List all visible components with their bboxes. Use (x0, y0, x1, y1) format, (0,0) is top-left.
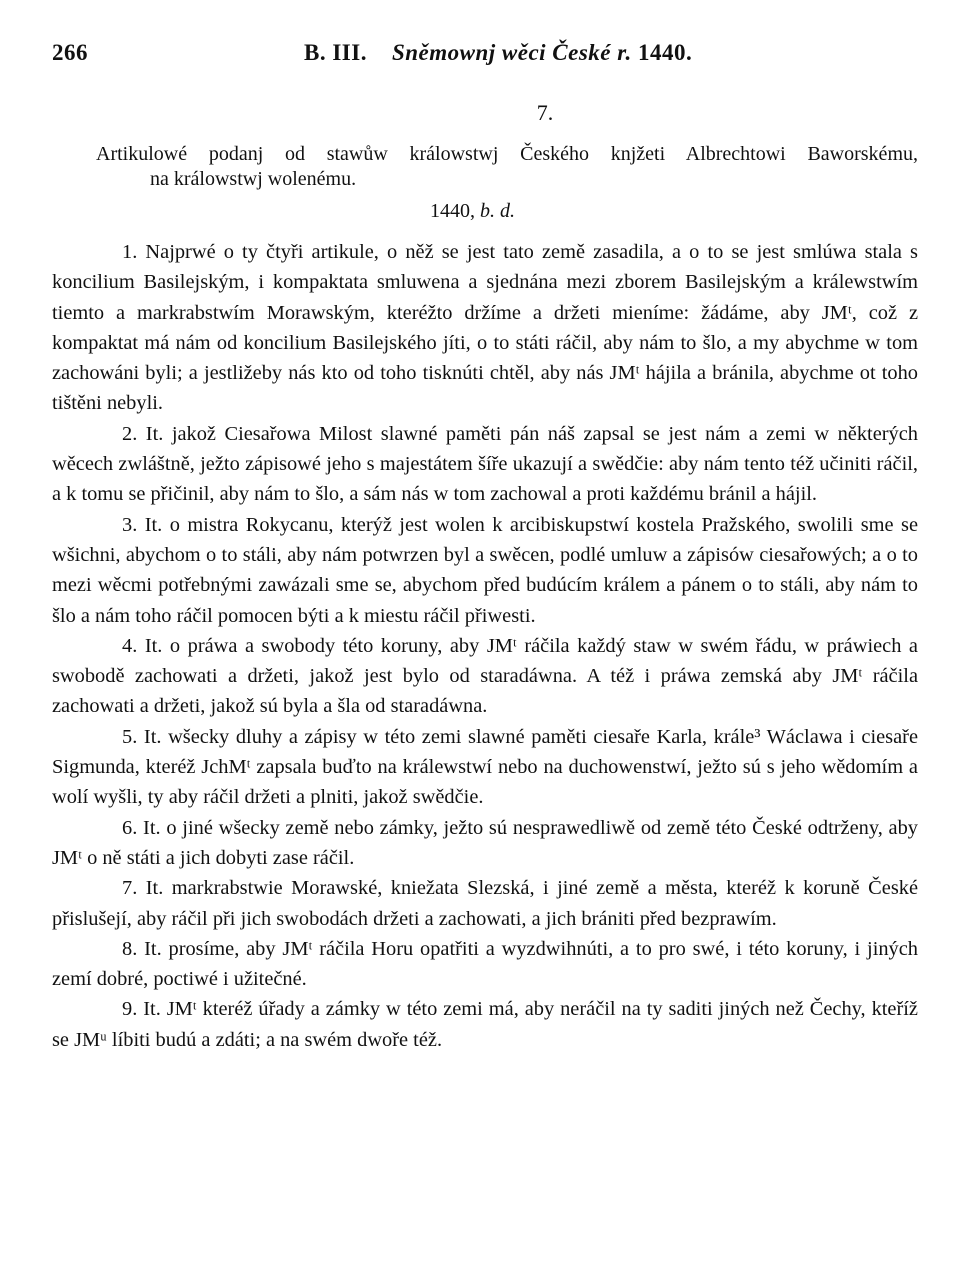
document-number: 7. (536, 100, 554, 125)
document-title-line-1: Artikulowé podanj od stawůw králowstwj Českého knjžeti Albrechtowi Baworskému, (96, 143, 918, 165)
article-paragraph: 9. It. JMᵗ kteréž úřady a zámky w této zemi má, aby neráčil na ty saditi jiných než Čechy, kteříž se JMᵘ líbiti budú a zdáti; a na swém dwoře též. (52, 998, 918, 1051)
running-year: 1440. (637, 40, 693, 65)
document-title (52, 142, 918, 192)
article-paragraph: 3. It. o mistra Rokycanu, kterýž jest wolen k arcibiskupstwí kostela Pražského, swolili sme se wšichni, abychom o to stáli, aby nám potwrzen byl a swěcen, podlé umluw a zápisów ciesařowých; a o to mezi wěcmi potřebnými zawázali sme se, abychom před budúcím králem a pánem o to stáli, aby nám to šlo a nám toho ráčil pomocen býti a k miestu ráčil přiwesti. (52, 513, 918, 627)
article-paragraph: 8. It. prosíme, aby JMᵗ ráčila Horu opatřiti a wyzdwihnúti, a to pro swé, i této koruny, i jiných zemí dobré, poctiwé i užitečné. (52, 937, 918, 991)
article-paragraph: 2. It. jakož Ciesařowa Milost slawné paměti pán náš zapsal se jest nám a zemi w některých wěcech zwláštně, ježto zápisowé jeho s majestátem šíře ukazují a swědčie: aby nám tento též učiniti ráčil, a k tomu se přičinil, aby nám to šlo, a sám nás w tom zachowal a proti každému bránil a hájil. (52, 422, 918, 506)
book-label: B. III. (304, 40, 367, 65)
articles-list (52, 237, 918, 1055)
document-title-line-2: na králowstwj wolenému. (150, 168, 357, 190)
running-title-italic: Sněmownj wěci České r. (391, 40, 632, 65)
running-title (304, 40, 692, 66)
date-year: 1440, (430, 200, 475, 222)
date-note: b. d. (480, 200, 515, 222)
article-paragraph: 7. It. markrabstwie Morawské, kniežata Slezská, i jiné země a města, kteréž k koruně České přislušejí, aby ráčil při jich swobodách držeti a zachowati, a jich brániti před bezprawím. (52, 877, 918, 930)
article-paragraph: 1. Najprwé o ty čtyři artikule, o něž se jest tato země zasadila, a o to se jest smlúwa stala s koncilium Basilejským, i kompaktata smluwena a sjednána mezi zborem Basilejským a králewstwím tiemto a markrabstwím Morawským, kteréžto držíme a držeti mieníme: žádáme, aby JMᵗ, což z kompaktat má nám od koncilium Basilejského jíti, o to státi ráčil, aby nám to šlo, a my abychme w tom zachowáni byli; a jestližeby nás kto od toho tisknúti chtěl, aby nás JMᵗ hájila a bránila, abychme ot toho tištěni nebyli. (52, 241, 918, 415)
article-paragraph: 6. It. o jiné wšecky země nebo zámky, ježto sú nesprawedliwě od země této České odtrženy, aby JMᵗ o ně státi a jich dobyti zase ráčil. (52, 816, 918, 869)
document-date (52, 200, 918, 223)
running-head (52, 40, 918, 76)
page-number: 266 (52, 40, 88, 65)
article-paragraph: 4. It. o práwa a swobody této koruny, aby JMᵗ ráčila každý staw w swém řádu, w práwiech a swobodě zachowati a držeti, jakož jest bylo od staradáwna. A též i práwa zemská aby JMᵗ ráčila zachowati a držeti, jakož sú byla a šla od staradáwna. (52, 634, 918, 718)
article-paragraph: 5. It. wšecky dluhy a zápisy w této zemi slawné paměti ciesaře Karla, krále³ Wáclawa i ciesaře Sigmunda, kteréž JchMᵗ zapsala buďto na králewstwí nebo na duchowenstwí, ježto sú s jeho wědomím a wolí wyšli, ty aby ráčil držeti a plniti, jakož swědčie. (52, 725, 918, 809)
document-page (52, 40, 918, 1055)
